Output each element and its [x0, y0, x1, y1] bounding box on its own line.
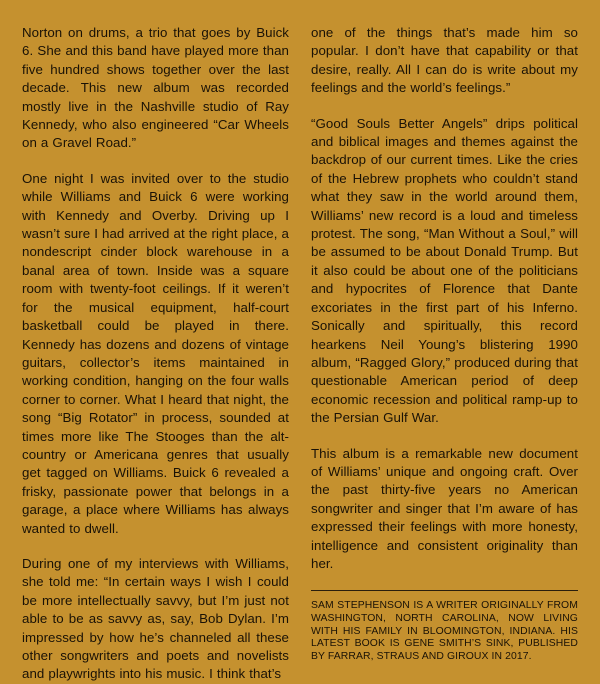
author-bio-block: [311, 590, 578, 663]
paragraph: Norton on drums, a trio that goes by Buick 6. She and this band have played more than five hundred shows together over the last decade. This new album was recorded mostly live in the Nashville studio of Ray Kennedy, who also engineered “Car Wheels on a Gravel Road.”: [22, 25, 289, 151]
author-bio-text: SAM STEPHENSON IS A WRITER ORIGINALLY FROM WASHINGTON, NORTH CAROLINA, NOW LIVING WITH HIS FAMILY IN BLOOMINGTON, INDIANA. HIS LATEST BOOK IS GENE SMITH’S SINK, PUBLISHED BY FARRAR, STRAUS AND GIROUX IN 2017.: [311, 600, 578, 662]
paragraph: During one of my interviews with Williams, she told me: “In certain ways I wish I could be more intellectually savvy, but I’m just not able to be as savvy as, say, Bob Dylan. I’m impressed by how he’s channeled all these other songwriters and poets and novelists and playwrights into his music. I think that’s: [22, 555, 289, 682]
right-text-column: [311, 24, 578, 662]
paragraph: “Good Souls Better Angels” drips political and biblical images and themes against the backdrop of our current times. Like the cries of the Hebrew prophets who couldn’t stand what they saw in the world around them, Williams’ new record is a loud and timeless protest. The song, “Man Without a Soul,” will be assumed to be about Donald Trump. But it also could be about one of the politicians and hypocrites of Florence that Dante excoriates in the first part of his Inferno. Sonically and spiritually, this record hearkens Neil Young’s blistering 1990 album, “Ragged Glory,” produced during that questionable American period of deep economic recession and political ramp-up to the Persian Gulf War.: [311, 115, 578, 426]
left-text-column: [22, 24, 289, 682]
paragraph: one of the things that’s made him so popular. I don’t have that capability or that desire, really. All I can do is write about my feelings and the world’s feelings.”: [311, 25, 578, 96]
paragraph: One night I was invited over to the studio while Williams and Buick 6 were working with Kennedy and Overby. Driving up I wasn’t sure I had arrived at the right place, a nondescript cinder block warehouse in a banal area of town. Inside was a square room with twenty-foot ceilings. If it weren’t for the musical equipment, half-court basketball could be played in there. Kennedy has dozens and dozens of vintage guitars, collector’s items maintained in working condition, hanging on the four walls corner to corner. What I heard that night, the song “Big Rotator” in process, sounded at times more like The Stooges than the alt-country or Americana genres that usually get tagged on Williams. Buick 6 revealed a frisky, passionate power that belongs in a garage, a place where Williams has always wanted to dwell.: [22, 170, 289, 536]
paragraph: This album is a remarkable new document of Williams’ unique and ongoing craft. Over the past thirty-five years no American songwriter and singer that I’m aware of has expressed their feelings with more honesty, intelligence and consistent originality than her.: [311, 445, 578, 571]
